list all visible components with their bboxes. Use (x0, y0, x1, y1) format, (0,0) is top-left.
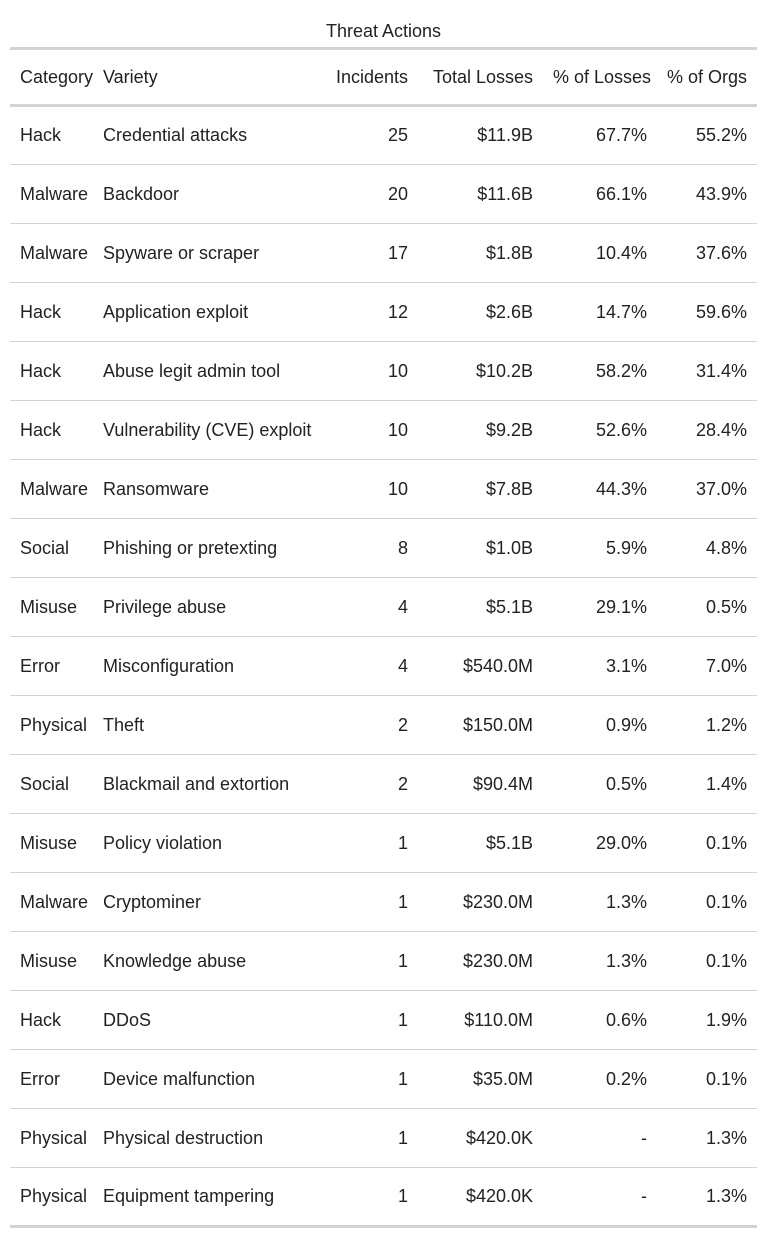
cell-variety: Spyware or scraper (103, 224, 323, 283)
cell-variety: Abuse legit admin tool (103, 342, 323, 401)
cell-pct-orgs: 4.8% (667, 519, 757, 578)
cell-variety: Knowledge abuse (103, 932, 323, 991)
cell-incidents: 17 (323, 224, 428, 283)
table-row (10, 106, 757, 165)
table-row (10, 224, 757, 283)
table-row (10, 637, 757, 696)
cell-total-losses: $1.8B (428, 224, 553, 283)
cell-incidents: 10 (323, 460, 428, 519)
cell-total-losses: $9.2B (428, 401, 553, 460)
header-incidents: Incidents (323, 49, 428, 106)
header-pct-losses: % of Losses (553, 49, 667, 106)
table-row (10, 991, 757, 1050)
cell-variety: Blackmail and extortion (103, 755, 323, 814)
cell-incidents: 1 (323, 1050, 428, 1109)
cell-pct-losses: 58.2% (553, 342, 667, 401)
table-row (10, 519, 757, 578)
cell-category: Social (10, 755, 103, 814)
cell-total-losses: $35.0M (428, 1050, 553, 1109)
cell-variety: Physical destruction (103, 1109, 323, 1168)
table-row (10, 755, 757, 814)
cell-incidents: 2 (323, 755, 428, 814)
cell-incidents: 2 (323, 696, 428, 755)
cell-pct-losses: 52.6% (553, 401, 667, 460)
cell-total-losses: $540.0M (428, 637, 553, 696)
cell-total-losses: $10.2B (428, 342, 553, 401)
header-row (10, 49, 757, 106)
cell-pct-losses: 0.5% (553, 755, 667, 814)
cell-pct-orgs: 43.9% (667, 165, 757, 224)
cell-variety: Device malfunction (103, 1050, 323, 1109)
cell-variety: Theft (103, 696, 323, 755)
cell-category: Physical (10, 1109, 103, 1168)
cell-pct-losses: 3.1% (553, 637, 667, 696)
cell-pct-losses: 29.1% (553, 578, 667, 637)
cell-total-losses: $2.6B (428, 283, 553, 342)
table-row (10, 578, 757, 637)
cell-category: Malware (10, 224, 103, 283)
cell-incidents: 4 (323, 578, 428, 637)
cell-pct-orgs: 37.6% (667, 224, 757, 283)
table-body (10, 106, 757, 1227)
cell-category: Hack (10, 401, 103, 460)
table-row (10, 165, 757, 224)
cell-incidents: 1 (323, 932, 428, 991)
table-header (10, 49, 757, 106)
cell-total-losses: $7.8B (428, 460, 553, 519)
cell-total-losses: $230.0M (428, 932, 553, 991)
cell-pct-orgs: 0.1% (667, 932, 757, 991)
cell-total-losses: $90.4M (428, 755, 553, 814)
cell-total-losses: $110.0M (428, 991, 553, 1050)
cell-category: Misuse (10, 578, 103, 637)
cell-variety: Vulnerability (CVE) exploit (103, 401, 323, 460)
cell-incidents: 12 (323, 283, 428, 342)
cell-variety: Cryptominer (103, 873, 323, 932)
cell-total-losses: $11.6B (428, 165, 553, 224)
cell-pct-losses: 5.9% (553, 519, 667, 578)
table-row (10, 696, 757, 755)
cell-variety: DDoS (103, 991, 323, 1050)
cell-category: Hack (10, 991, 103, 1050)
cell-total-losses: $11.9B (428, 106, 553, 165)
table-row (10, 460, 757, 519)
table-row (10, 1109, 757, 1168)
cell-variety: Equipment tampering (103, 1168, 323, 1227)
cell-category: Physical (10, 1168, 103, 1227)
cell-incidents: 25 (323, 106, 428, 165)
cell-category: Malware (10, 873, 103, 932)
cell-pct-orgs: 1.4% (667, 755, 757, 814)
cell-incidents: 8 (323, 519, 428, 578)
table-row (10, 1050, 757, 1109)
cell-category: Error (10, 1050, 103, 1109)
table-row (10, 401, 757, 460)
cell-category: Misuse (10, 814, 103, 873)
cell-pct-losses: 29.0% (553, 814, 667, 873)
cell-pct-losses: 14.7% (553, 283, 667, 342)
cell-pct-orgs: 1.2% (667, 696, 757, 755)
cell-pct-losses: - (553, 1109, 667, 1168)
cell-pct-losses: 1.3% (553, 932, 667, 991)
cell-total-losses: $420.0K (428, 1109, 553, 1168)
table-row (10, 283, 757, 342)
table-row (10, 1168, 757, 1227)
cell-pct-losses: 66.1% (553, 165, 667, 224)
cell-variety: Credential attacks (103, 106, 323, 165)
cell-pct-losses: 0.9% (553, 696, 667, 755)
header-variety: Variety (103, 49, 323, 106)
cell-pct-orgs: 1.9% (667, 991, 757, 1050)
cell-total-losses: $230.0M (428, 873, 553, 932)
cell-pct-losses: - (553, 1168, 667, 1227)
cell-pct-orgs: 28.4% (667, 401, 757, 460)
cell-category: Physical (10, 696, 103, 755)
cell-incidents: 1 (323, 814, 428, 873)
cell-pct-losses: 1.3% (553, 873, 667, 932)
cell-total-losses: $5.1B (428, 578, 553, 637)
cell-pct-orgs: 0.1% (667, 873, 757, 932)
cell-pct-orgs: 55.2% (667, 106, 757, 165)
cell-category: Hack (10, 283, 103, 342)
cell-incidents: 10 (323, 401, 428, 460)
cell-category: Social (10, 519, 103, 578)
cell-pct-orgs: 1.3% (667, 1168, 757, 1227)
table-row (10, 814, 757, 873)
cell-pct-orgs: 0.5% (667, 578, 757, 637)
cell-pct-orgs: 0.1% (667, 814, 757, 873)
cell-total-losses: $5.1B (428, 814, 553, 873)
cell-variety: Privilege abuse (103, 578, 323, 637)
table-title: Threat Actions (325, 21, 442, 41)
cell-variety: Backdoor (103, 165, 323, 224)
header-pct-orgs: % of Orgs (667, 49, 757, 106)
cell-total-losses: $1.0B (428, 519, 553, 578)
cell-variety: Ransomware (103, 460, 323, 519)
cell-pct-losses: 10.4% (553, 224, 667, 283)
table-row (10, 932, 757, 991)
cell-pct-losses: 44.3% (553, 460, 667, 519)
cell-pct-orgs: 7.0% (667, 637, 757, 696)
cell-pct-orgs: 37.0% (667, 460, 757, 519)
header-total-losses: Total Losses (428, 49, 553, 106)
cell-total-losses: $420.0K (428, 1168, 553, 1227)
cell-category: Error (10, 637, 103, 696)
cell-variety: Phishing or pretexting (103, 519, 323, 578)
cell-incidents: 1 (323, 1109, 428, 1168)
cell-pct-orgs: 0.1% (667, 1050, 757, 1109)
header-category: Category (10, 49, 103, 106)
threat-actions-table (10, 47, 757, 1228)
cell-incidents: 10 (323, 342, 428, 401)
cell-pct-orgs: 31.4% (667, 342, 757, 401)
table-row (10, 342, 757, 401)
cell-pct-orgs: 1.3% (667, 1109, 757, 1168)
cell-category: Hack (10, 106, 103, 165)
cell-variety: Misconfiguration (103, 637, 323, 696)
cell-incidents: 1 (323, 991, 428, 1050)
cell-pct-losses: 0.6% (553, 991, 667, 1050)
cell-incidents: 4 (323, 637, 428, 696)
cell-category: Malware (10, 460, 103, 519)
cell-category: Malware (10, 165, 103, 224)
cell-pct-losses: 0.2% (553, 1050, 667, 1109)
cell-category: Misuse (10, 932, 103, 991)
cell-category: Hack (10, 342, 103, 401)
cell-incidents: 20 (323, 165, 428, 224)
cell-incidents: 1 (323, 1168, 428, 1227)
cell-variety: Policy violation (103, 814, 323, 873)
cell-incidents: 1 (323, 873, 428, 932)
cell-pct-orgs: 59.6% (667, 283, 757, 342)
cell-variety: Application exploit (103, 283, 323, 342)
cell-total-losses: $150.0M (428, 696, 553, 755)
cell-pct-losses: 67.7% (553, 106, 667, 165)
table-row (10, 873, 757, 932)
